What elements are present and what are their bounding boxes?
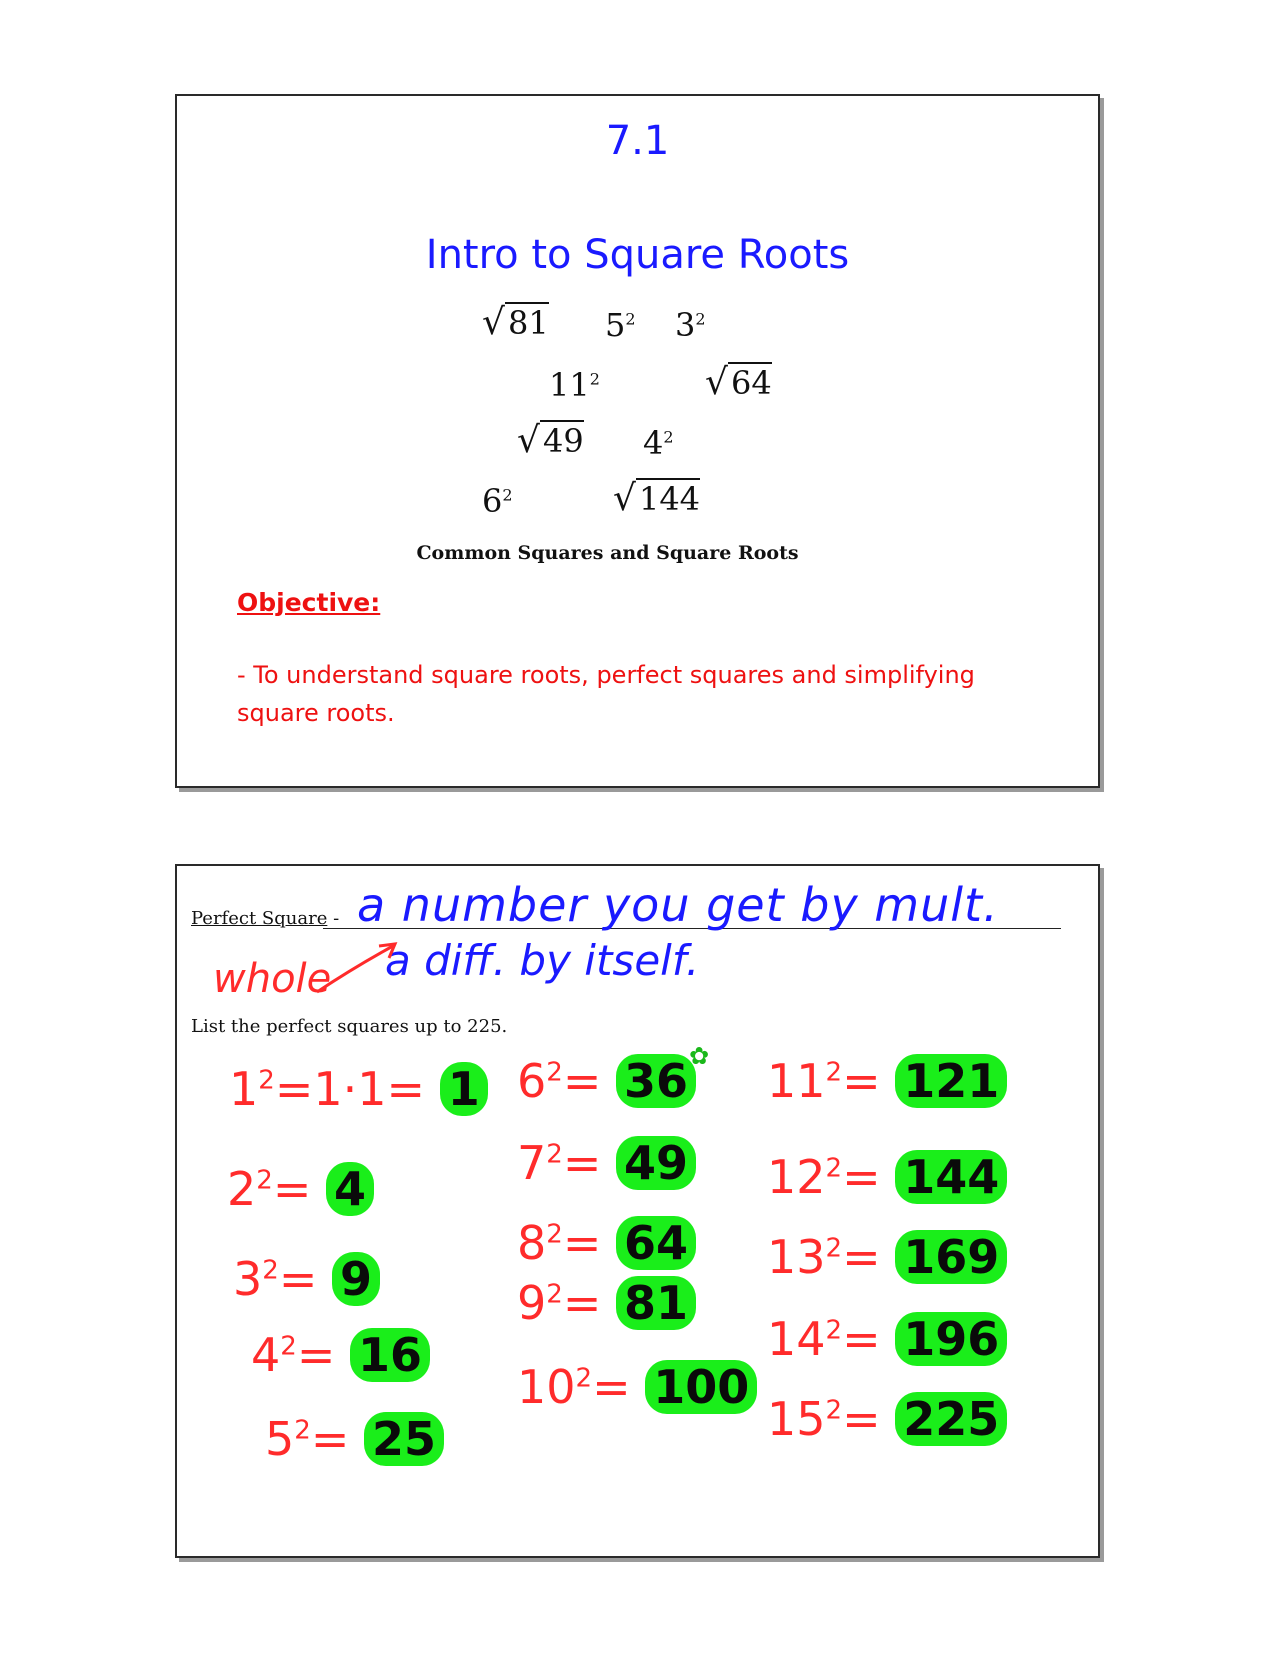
square-row-14: $14^2= 196$ (767, 1312, 1007, 1366)
square-result: 144 (895, 1150, 1007, 1204)
handwritten-definition-line1: a number you get by mult. (357, 878, 999, 932)
square-row-11: $11^2= 121$ (767, 1054, 1007, 1108)
square-result: 81 (616, 1276, 696, 1330)
term-label-wrap (191, 908, 339, 929)
sparkle-icon: ✿ (689, 1042, 710, 1070)
power-3-squared: $3^2$ (675, 306, 706, 344)
objective-heading: Objective: (237, 588, 381, 617)
square-row-13: $13^2= 169$ (767, 1230, 1007, 1284)
square-row-15: $15^2= 225$ (767, 1392, 1007, 1446)
handwritten-definition-line2: a diff. by itself. (385, 936, 700, 985)
sqrt-49: √49 (517, 420, 584, 461)
square-row-8: $8^2= 64$ (517, 1216, 696, 1270)
square-result: 49 (616, 1136, 696, 1190)
square-result: 169 (895, 1230, 1007, 1284)
power-5-squared: $5^2$ (605, 306, 636, 344)
instruction: List the perfect squares up to 225. (191, 1016, 508, 1037)
power-6-squared: $6^2$ (482, 482, 513, 520)
slide-perfect-squares (175, 864, 1100, 1558)
sqrt-144: √144 (613, 478, 701, 519)
square-result: 9 (332, 1252, 380, 1306)
square-row-2: $2^2= 4$ (227, 1162, 374, 1216)
insert-arrow (313, 938, 403, 998)
square-result: 4 (326, 1162, 374, 1216)
section-number: 7.1 (605, 118, 670, 164)
square-result: 196 (895, 1312, 1007, 1366)
square-result: 121 (895, 1054, 1007, 1108)
square-row-1: $1^2=1\cdot 1= 1$ (229, 1062, 488, 1116)
square-row-12: $12^2= 144$ (767, 1150, 1007, 1204)
square-result: 16 (350, 1328, 430, 1382)
sqrt-64: √64 (705, 362, 772, 403)
square-result: 1 (440, 1062, 488, 1116)
handwritten-insert: whole (213, 956, 332, 1002)
term-label: Perfect Square (191, 908, 328, 929)
square-row-6: $6^2= 36$ (517, 1054, 696, 1108)
caption: Common Squares and Square Roots (416, 542, 799, 564)
term-dash: - (333, 908, 340, 929)
square-result: 36 (616, 1054, 696, 1108)
square-row-10: $10^2= 100$ (517, 1360, 757, 1414)
sqrt-81: √81 (482, 302, 549, 343)
square-result: 225 (895, 1392, 1007, 1446)
square-result: 64 (616, 1216, 696, 1270)
square-row-7: $7^2= 49$ (517, 1136, 696, 1190)
square-result: 100 (645, 1360, 757, 1414)
square-result: 25 (364, 1412, 444, 1466)
square-row-3: $3^2= 9$ (233, 1252, 380, 1306)
square-row-9: $9^2= 81$ (517, 1276, 696, 1330)
power-11-squared: $11^2$ (549, 366, 600, 404)
slide-title: Intro to Square Roots (425, 232, 850, 278)
slide-intro (175, 94, 1100, 788)
objective-text: - To understand square roots, perfect squares and simplifying square roots. (237, 661, 975, 727)
power-4-squared: $4^2$ (643, 424, 674, 462)
square-row-5: $5^2= 25$ (265, 1412, 444, 1466)
square-row-4: $4^2= 16$ (251, 1328, 430, 1382)
